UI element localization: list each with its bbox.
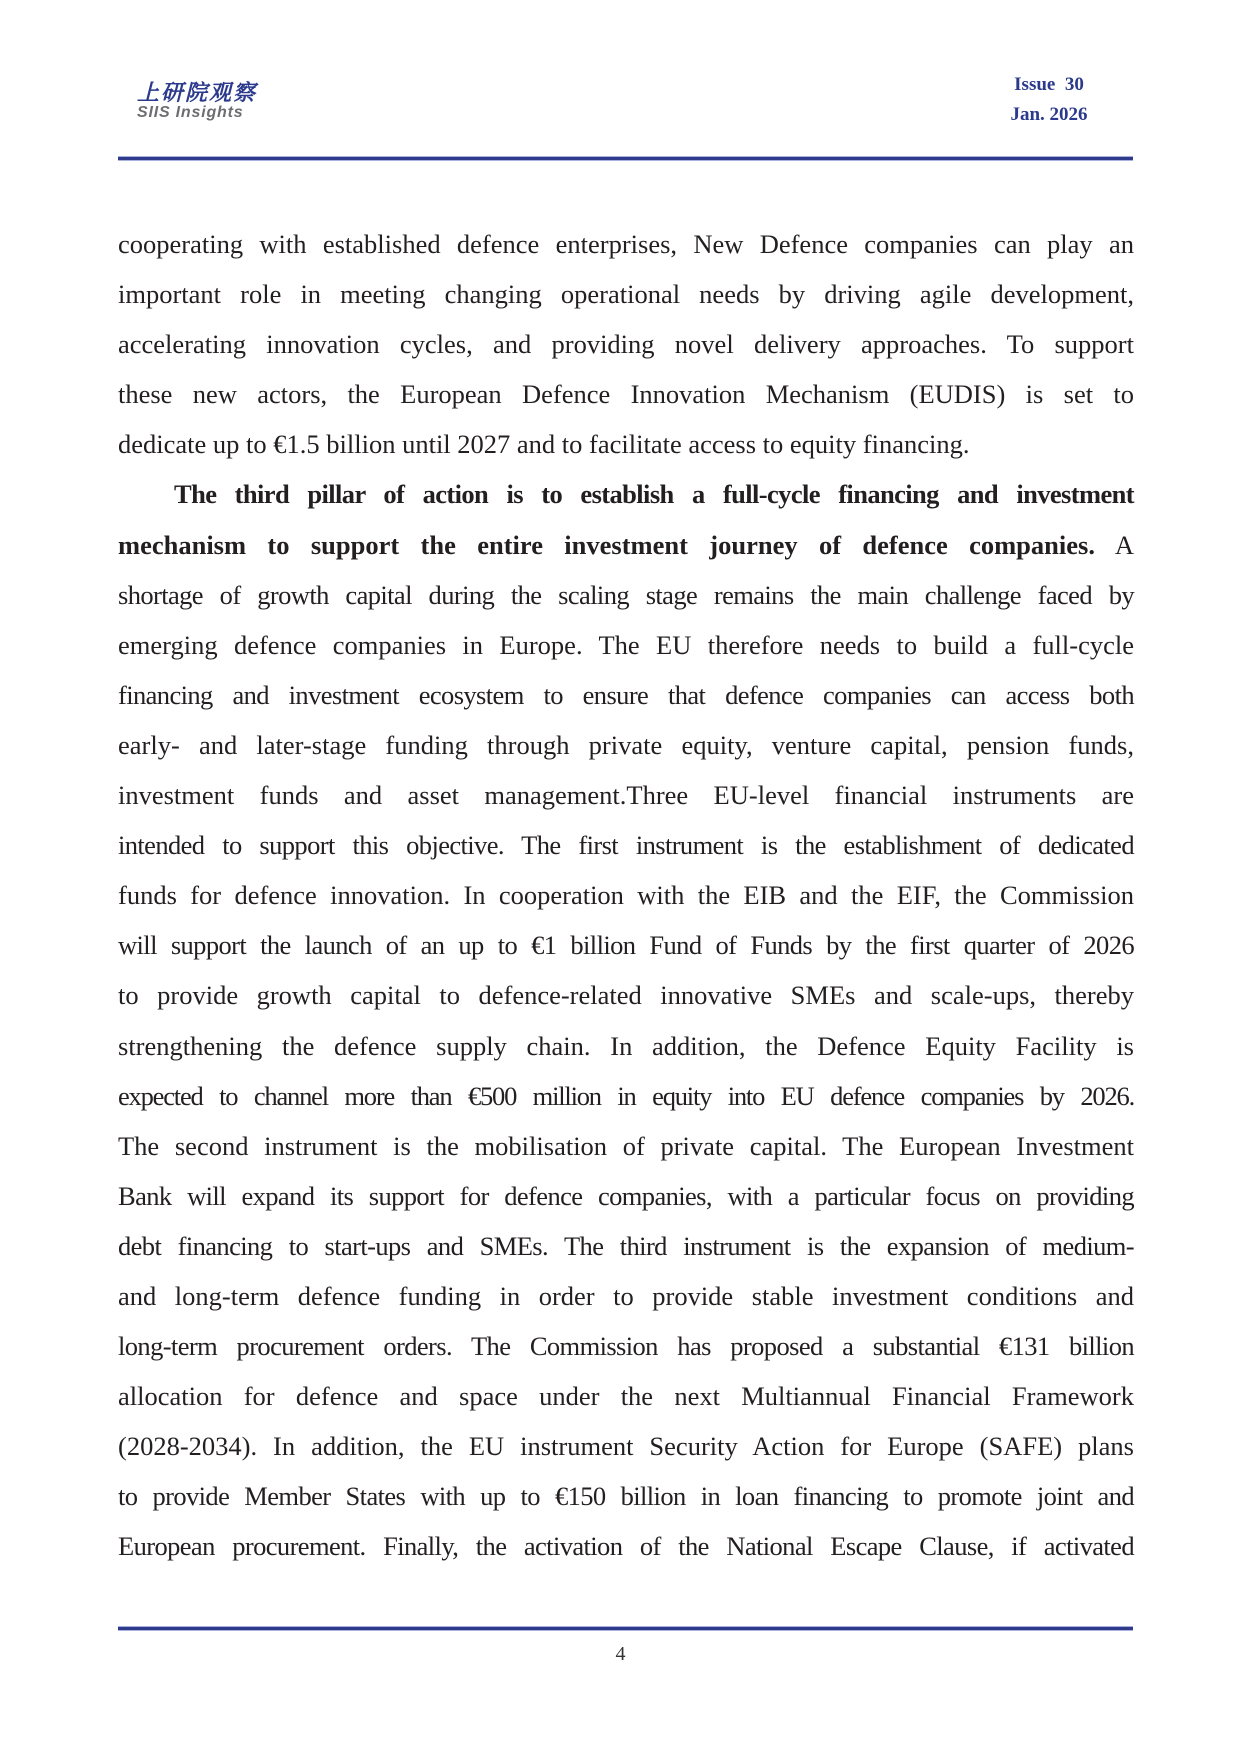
text-line (118, 527, 1134, 577)
pillar-heading-part2: mechanism to support the entire investment journey of defence companies. (118, 529, 1095, 560)
text-line: to provide growth capital to defence-related innovative SMEs and scale-ups, thereby (118, 980, 1134, 1011)
text-fragment: A (1094, 529, 1134, 560)
text-line: and long-term defence funding in order to provide stable investment conditions and (118, 1280, 1134, 1311)
siis-logo-english: SIIS Insights (137, 104, 244, 121)
text-line: funds for defence innovation. In cooperation with the EIB and the EIF, the Commission (118, 880, 1134, 911)
text-line: cooperating with established defence enterprises, New Defence companies can play an (118, 229, 1134, 259)
text-line: European procurement. Finally, the activation of the National Escape Clause, if activated (118, 1531, 1134, 1562)
text-line: allocation for defence and space under the next Multiannual Financial Framework (118, 1381, 1134, 1412)
text-line: early- and later-stage funding through private equity, venture capital, pension funds, (118, 729, 1134, 760)
text-line: will support the launch of an up to €1 billion Fund of Funds by the first quarter of 2026 (118, 930, 1134, 961)
article-body (118, 226, 1134, 1579)
header-divider (118, 157, 1133, 160)
text-line: The second instrument is the mobilisation of private capital. The European Investment (118, 1130, 1134, 1161)
pillar-heading-part1: The third pillar of action is to establish a full-cycle financing and investment (174, 479, 1134, 510)
page-number: 4 (615, 1643, 626, 1665)
text-line (118, 476, 1134, 526)
issue-number: Issue 30 (1014, 74, 1084, 95)
text-line: investment funds and asset management.Three EU-level financial instruments are (118, 780, 1134, 811)
text-line: to provide Member States with up to €150 billion in loan financing to promote joint and (118, 1481, 1134, 1512)
text-line: emerging defence companies in Europe. The EU therefore needs to build a full-cycle (118, 629, 1134, 660)
text-line: accelerating innovation cycles, and providing novel delivery approaches. To support (118, 329, 1134, 360)
text-line: shortage of growth capital during the scaling stage remains the main challenge faced by (118, 579, 1134, 610)
text-line: long-term procurement orders. The Commission has proposed a substantial €131 billion (118, 1331, 1134, 1362)
text-line: (2028-2034). In addition, the EU instrument Security Action for Europe (SAFE) plans (118, 1431, 1134, 1462)
text-line: intended to support this objective. The first instrument is the establishment of dedicated (118, 830, 1134, 861)
text-line: these new actors, the European Defence Innovation Mechanism (EUDIS) is set to (118, 379, 1134, 410)
text-line: dedicate up to €1.5 billion until 2027 and to facilitate access to equity financing. (118, 429, 970, 460)
text-line: debt financing to start-ups and SMEs. The third instrument is the expansion of medium- (118, 1230, 1134, 1261)
footer-divider (118, 1627, 1133, 1630)
text-line: important role in meeting changing operational needs by driving agile development, (118, 279, 1134, 310)
text-line: Bank will expand its support for defence companies, with a particular focus on providing (118, 1180, 1134, 1211)
siis-logo-chinese: 上研院观察 (137, 80, 258, 106)
issue-date: Jan. 2026 (1010, 104, 1088, 125)
text-line: strengthening the defence supply chain. In addition, the Defence Equity Facility is (118, 1030, 1134, 1061)
text-line: expected to channel more than €500 million in equity into EU defence companies by 2026. (118, 1080, 1134, 1111)
text-line: financing and investment ecosystem to ensure that defence companies can access both (118, 679, 1134, 710)
